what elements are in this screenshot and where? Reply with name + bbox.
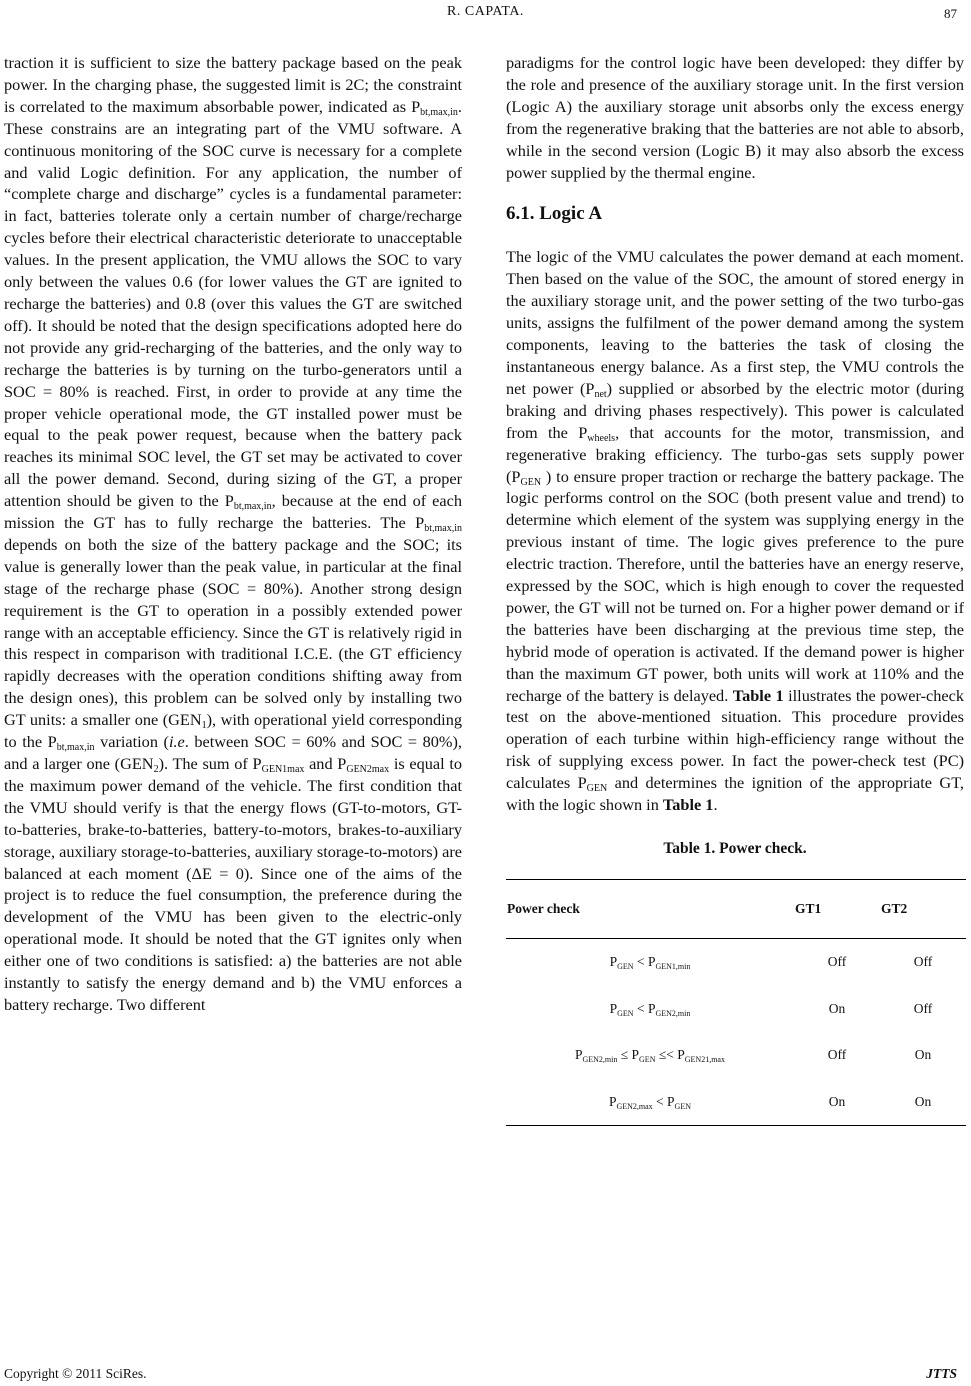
page-number: 87 — [944, 6, 957, 21]
running-header-author: R. CAPATA. — [447, 4, 524, 19]
footer-journal: JTTS — [926, 1366, 957, 1381]
section-heading: 6.1. Logic A — [506, 203, 603, 225]
gt1-cell: Off — [827, 1047, 847, 1063]
table-row — [506, 938, 966, 985]
gt2-cell: Off — [913, 1000, 933, 1016]
table-row — [506, 985, 966, 1032]
body-paragraph: traction it is sufficient to size the battery package based on the peak power. In the charging phase, the suggested limit is 2C; the constraint is correlated to the maximum absorbable power, indicated as $P_{bt,max,in}$. These constrains are an integrating part of the VMU software. A continuous monitoring of the SOC curve is necessary for a complete and valid Logic definition. For any application, the number of “complete charge and discharge” cycles is a fundamental parameter: in fact, batteries tolerate only a certain number of charge/recharge cycles before their electrical characteristic deteriorate to unacceptable values. In the present application, the VMU allows the SOC to vary only between the values 0.6 (for lower values the GT are ignited to recharge the batteries) and 0.8 (over this values the GT are switched off). It should be noted that the design specifications adopted here do not provide any grid-recharging of the batteries, and the only way to recharge the batteries is by turning on the turbo-generators until a SOC = 80% is reached. First, in order to provide at any time the proper vehicle operational mode, the GT installed power must be equal to the peak power request, because when the battery pack reaches its minimal SOC level, the GT set may be activated to cover all the power demand. Second, during sizing of the GT, a proper attention should be given to the $P_{bt,max,in}$, because at the end of each mission the GT has to fully recharge the batteries. The $P_{bt,max,in}$ depends on both the size of the battery package and the SOC; its value is generally lower than the peak value, in particular at the final stage of the recharge phase (SOC = 80%). Another strong design requirement is the GT to operation in a possibly extended power range with an acceptable efficiency. Since the GT is relatively rigid in this respect in comparison with traditional I.C.E. (the GT efficiency rapidly decreases with the operation conditions shifting away from the design ones), this problem can be solved only by installing two GT units: a smaller one $(GEN_1)$, with operational yield corresponding to the $P_{bt,max,in}$ variation (i.e. between SOC = 60% and SOC = 80%), and a larger one $(GEN_2)$. The sum of $P_{GEN1max}$ and $P_{GEN2max}$ is equal to the maximum power demand of the vehicle. The first condition that the VMU should verify is that the energy flows (GT-to-motors, GT-to-batteries, brake-to-batteries, battery-to-motors, brakes-to-auxiliary storage, auxiliary storage-to-batteries, auxiliary storage-to-motors) are balanced at each moment (ΔE = 0). Since one of the aims of the project is to reduce the fuel consumption, the preference during the development of the VMU has been given to the electric-only operational mode. It should be noted that the GT ignites only when either one of two conditions is satisfied: a) the batteries are not able instantly to satisfy the energy demand and b) the VMU enforces a battery recharge. Two different — [4, 53, 462, 1014]
table-row — [506, 1032, 966, 1079]
gt1-cell: On — [794, 1078, 880, 1125]
gt1-cell: Off — [827, 954, 847, 970]
left-column — [4, 52, 462, 1016]
condition-cell: $P_{GEN2,min} \le P_{GEN} \le< P_{GEN21,max}$ — [574, 1047, 725, 1065]
col-header-power-check: Power check — [506, 879, 794, 938]
logic-a-paragraph: The logic of the VMU calculates the power demand at each moment. Then based on the value of the SOC, the amount of stored energy in the auxiliary storage unit, and the power setting of the two turbo-gas units, assigns the fulfilment of the power demand among the system components, leaving to the batteries the task of closing the instantaneous energy balance. As a first step, the VMU controls the net power $(P_{net})$ supplied or absorbed by the electric motor (during braking and driving phases respectively). This power is calculated from the $P_{wheels}$, that accounts for the motor, transmission, and regenerative braking efficiency. The turbo-gas sets supply power ($P_{GEN}$ ) to ensure proper traction or recharge the battery package. The logic performs control on the SOC (both present value and trend) to determine which element of the system was supplying energy in the previous instant of time. The logic gives preference to the pure electric traction. Therefore, until the batteries have an energy reserve, expressed by the SOC, which is high enough to cover the requested power, the GT will not be turned on. For a higher power demand or if the batteries have been discharging at the previous time step, the hybrid mode of operation is activated. If the demand power is higher than the maximum GT power, both units will work at 110% and the recharge of the battery is delayed. Table 1 illustrates the power-check test on the above-mentioned situation. This procedure provides operation of each turbine within high-efficiency range without the risk of supplying excess power. In fact the power-check test (PC) calculates $P_{GEN}$ and determines the ignition of the appropriate GT, with the logic shown in Table 1. — [506, 247, 965, 815]
gt2-cell: On — [914, 1047, 932, 1063]
condition-cell: $P_{GEN2,max} < P_{GEN}$ — [506, 1078, 794, 1125]
col-header-gt2: GT2 — [880, 879, 966, 938]
gt1-cell: On — [828, 1000, 846, 1016]
footer-copyright: Copyright © 2011 SciRes. — [4, 1366, 147, 1381]
table-row — [506, 1078, 966, 1125]
gt2-cell: Off — [913, 954, 933, 970]
condition-cell: $P_{GEN} < P_{GEN2,min}$ — [609, 1000, 691, 1018]
gt2-cell: On — [880, 1078, 966, 1125]
power-check-table — [506, 879, 966, 1126]
table-caption: Table 1. Power check. — [663, 840, 807, 857]
right-column — [506, 52, 964, 1126]
condition-cell: $P_{GEN} < P_{GEN1,min}$ — [609, 954, 691, 972]
intro-paragraph: paradigms for the control logic have been developed: they differ by the role and presence of the auxiliary storage unit. In the first version (Logic A) the auxiliary storage unit absorbs only the excess energy from the regenerative braking that the batteries are not able to absorb, while in the second version (Logic B) it may also absorb the excess power supplied by the thermal engine. — [506, 53, 964, 182]
table-header-row — [506, 879, 966, 938]
col-header-gt1: GT1 — [794, 879, 880, 938]
